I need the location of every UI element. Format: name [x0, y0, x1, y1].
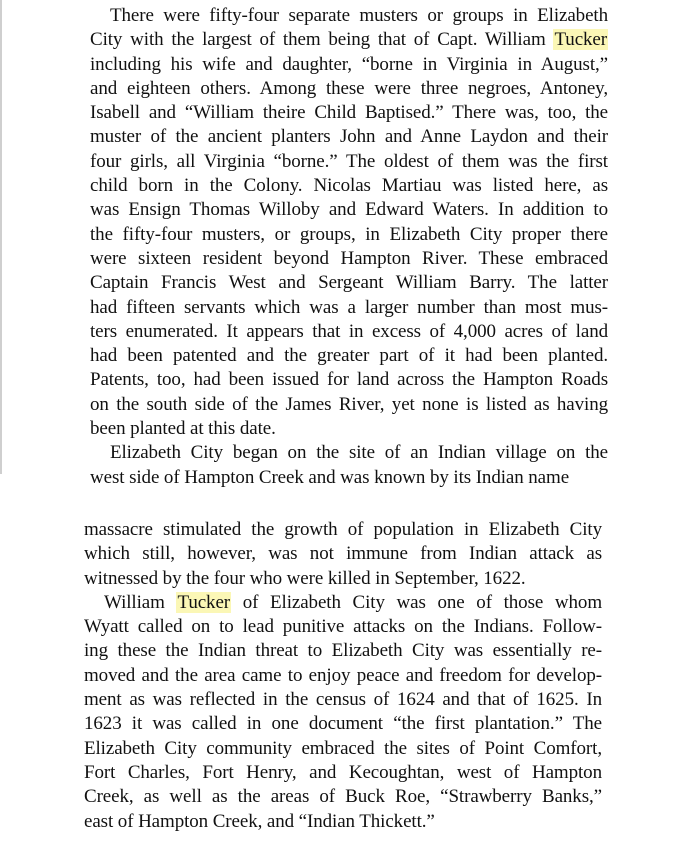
- text-line: [90, 393, 608, 417]
- text-segment: Elizabeth City community embraced the sites of Point Comfort,: [84, 737, 602, 759]
- text-segment: There were fifty-four separate musters or groups in Elizabeth: [110, 5, 608, 26]
- text-segment: east of Hampton Creek, and “Indian Thickett.”: [84, 810, 435, 832]
- text-line: [90, 125, 608, 149]
- text-segment: of Elizabeth City was one of those whom: [231, 591, 602, 613]
- text-line: [90, 344, 608, 368]
- text-segment: child born in the Colony. Nicolas Martiau was listed here, as: [90, 175, 608, 197]
- text-line: [84, 810, 602, 834]
- text-line: [90, 223, 608, 247]
- top-text-block: [90, 4, 608, 490]
- text-line: [84, 785, 602, 809]
- text-line: [90, 296, 608, 320]
- text-segment: Patents, too, had been issued for land across the Hampton Roads: [90, 369, 608, 391]
- text-segment: and eighteen others. Among these were three negroes, Antoney,: [90, 77, 608, 99]
- text-segment: City with the largest of them being that of Capt. William: [90, 29, 554, 51]
- text-segment: four girls, all Virginia “borne.” The oldest of them was the first: [90, 150, 608, 172]
- text-line: [90, 271, 608, 295]
- text-segment: ment as was reflected in the census of 1624 and that of 1625. In: [84, 689, 602, 711]
- text-segment: moved and the area came to enjoy peace and freedom for develop-: [84, 664, 602, 686]
- text-line: [90, 174, 608, 198]
- text-segment: ters enumerated. It appears that in excess of 4,000 acres of land: [90, 320, 608, 342]
- text-line: [90, 4, 608, 28]
- text-segment: 1623 it was called in one document “the first plantation.” The: [84, 713, 602, 735]
- text-segment: the fifty-four musters, or groups, in Elizabeth City proper there: [90, 223, 608, 245]
- text-segment: had been patented and the greater part of it had been planted.: [90, 345, 608, 367]
- text-segment: Isabell and “William theire Child Baptised.” There was, too, the: [90, 102, 608, 124]
- text-line: [84, 591, 602, 615]
- text-line: [90, 77, 608, 101]
- text-line: [84, 688, 602, 712]
- text-segment: which still, however, was not immune from Indian attack as: [84, 543, 602, 565]
- text-line: [84, 712, 602, 736]
- highlighted-term: Tucker: [177, 591, 231, 613]
- text-line: [84, 518, 602, 542]
- text-segment: Captain Francis West and Sergeant William Barry. The latter: [90, 272, 608, 294]
- text-segment: including his wife and daughter, “borne in Virginia in August,”: [90, 53, 608, 75]
- text-line: [84, 737, 602, 761]
- text-segment: on the south side of the James River, yet none is listed as having: [90, 393, 608, 415]
- text-segment: west side of Hampton Creek and was known by its Indian name: [90, 466, 570, 488]
- text-segment: was Ensign Thomas Willoby and Edward Waters. In addition to: [90, 199, 608, 221]
- text-line: [90, 53, 608, 77]
- text-line: [90, 368, 608, 392]
- text-line: [90, 247, 608, 271]
- bottom-text-block: [84, 518, 602, 834]
- text-segment: massacre stimulated the growth of population in Elizabeth City: [84, 519, 602, 540]
- text-segment: had fifteen servants which was a larger number than most mus-: [90, 296, 608, 318]
- text-line: [84, 567, 602, 591]
- text-segment: were sixteen resident beyond Hampton River. These embraced: [90, 247, 608, 269]
- text-segment: witnessed by the four who were killed in September, 1622.: [84, 567, 526, 589]
- text-line: [84, 664, 602, 688]
- text-segment: been planted at this date.: [90, 418, 276, 440]
- text-segment: ing these the Indian threat to Elizabeth City was essentially re-: [84, 640, 602, 662]
- text-line: [90, 101, 608, 125]
- text-segment: Wyatt called on to lead punitive attacks on the Indians. Follow-: [84, 616, 602, 638]
- text-line: [84, 542, 602, 566]
- text-segment: William: [104, 591, 177, 613]
- text-segment: Creek, as well as the areas of Buck Roe, “Strawberry Banks,”: [84, 786, 602, 808]
- text-segment: Fort Charles, Fort Henry, and Kecoughtan, west of Hampton: [84, 761, 602, 783]
- text-segment: Elizabeth City began on the site of an Indian village on the: [110, 442, 608, 464]
- highlighted-term: Tucker: [554, 29, 607, 51]
- text-segment: muster of the ancient planters John and Anne Laydon and their: [90, 126, 608, 148]
- text-line: [90, 150, 608, 174]
- text-line: [90, 198, 608, 222]
- text-line: [84, 615, 602, 639]
- text-line: [90, 417, 608, 441]
- text-line: [84, 761, 602, 785]
- page-edge-rule: [0, 0, 2, 474]
- text-line: [90, 441, 608, 465]
- text-line: [90, 320, 608, 344]
- text-line: [84, 639, 602, 663]
- text-line: [90, 28, 608, 52]
- text-line: [90, 466, 608, 490]
